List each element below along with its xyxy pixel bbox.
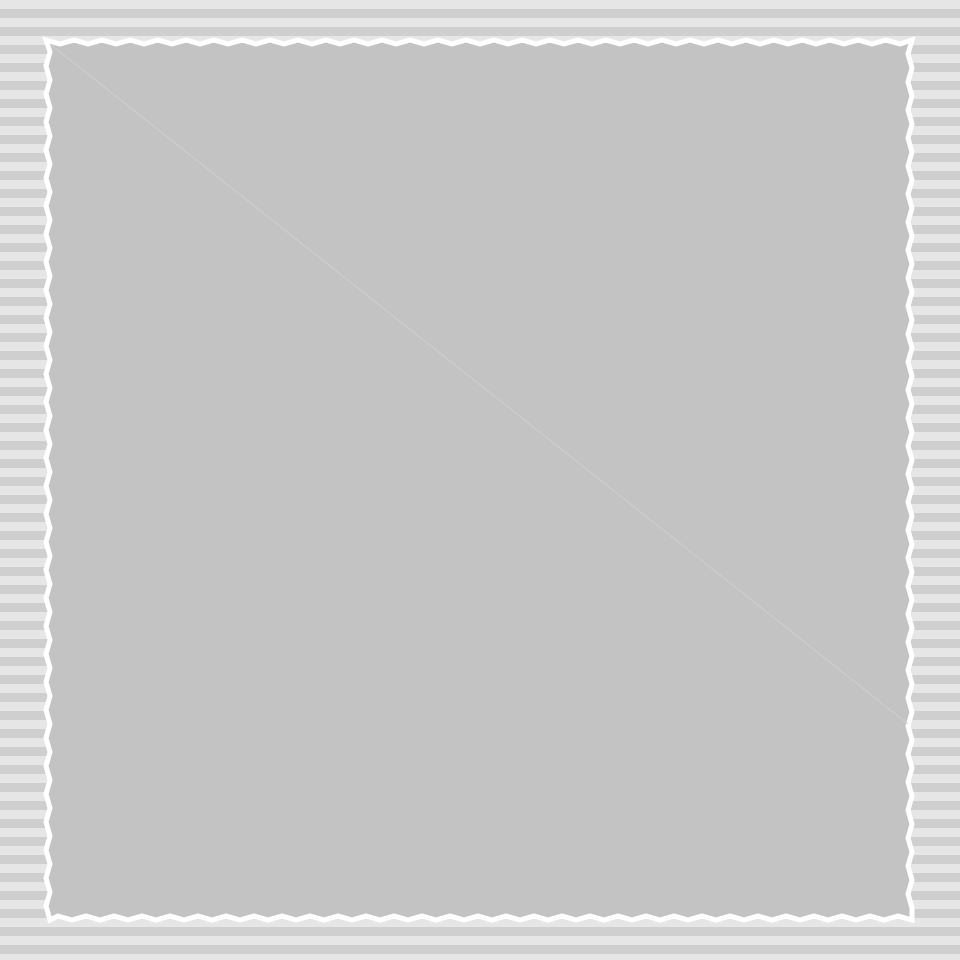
- wavy-card-border: [46, 40, 912, 920]
- content-card: [40, 34, 918, 926]
